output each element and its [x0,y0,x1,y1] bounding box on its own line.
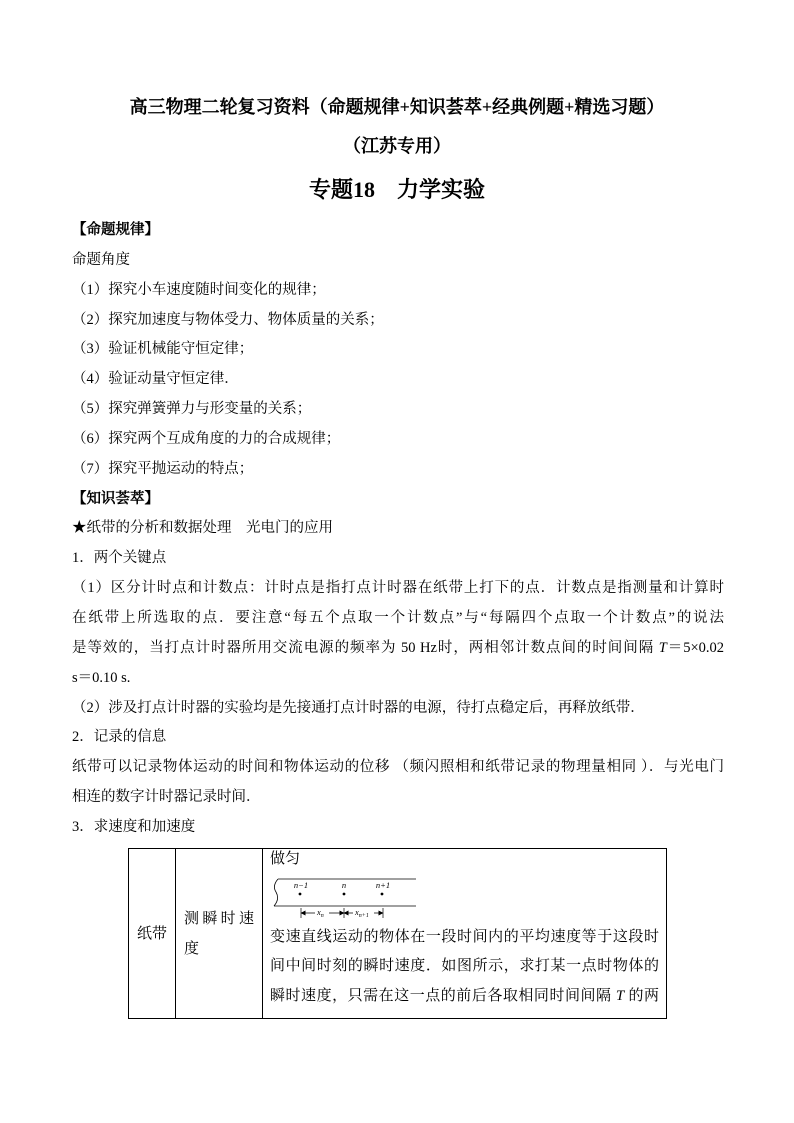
paragraph-line: 在纸带上所选取的点．要注意“每五个点取一个计数点”与“每隔四个点取一个计数点”的说法 [72,609,724,626]
segment-subscript: n+1 [358,913,369,919]
variable-T: T [615,987,625,1004]
rules-intro: 命题角度 [72,251,130,268]
point2-title: 2．记录的信息 [72,729,167,746]
rules-item: （7）探究平抛运动的特点； [72,460,254,477]
variable-T: T [658,639,667,656]
rules-item: （5）探究弹簧弹力与形变量的关系； [72,401,312,418]
segment-symbol: x [317,907,321,917]
main-content [72,216,724,843]
segment-symbol: x [355,907,359,917]
paragraph-line: s＝0.10 s. [72,669,131,686]
rules-item: （6）探究两个互成角度的力的合成规律； [72,430,341,447]
table-cell-category: 纸带 [129,849,176,1019]
rules-item: （1）探究小车速度随时间变化的规律； [72,281,326,298]
table-cell-item: 测瞬时速度 [176,849,263,1019]
rules-item: （2）探究加速度与物体受力、物体质量的关系； [72,311,384,328]
tape-dot [343,893,346,896]
paper-tape-diagram [270,869,420,923]
section-heading-knowledge: 【知识荟萃】 [72,490,159,507]
content-line [270,982,659,1011]
paragraph-line [72,634,724,664]
table-cell-content [263,849,667,1019]
content-line: 间中间时刻的瞬时速度．如图所示，求打某一点时物体的 [270,958,659,975]
rules-item: （3）验证机械能守恒定律； [72,341,254,358]
paragraph-line: 相连的数字计时器记录时间． [72,789,261,806]
tape-dot [299,893,302,896]
section-heading-rules: 【命题规律】 [72,222,159,238]
point-label-n-plus-1: n+1 [375,880,391,890]
tape-torn-edge [274,879,278,906]
paragraph-text: ＝5×0.02 [666,639,724,656]
point-label-n-minus-1: n−1 [293,880,309,890]
content-text: 的两 [624,987,659,1004]
paragraph-line: （1）区分计时点和计数点：计时点是指打点计时器在纸带上打下的点．计数点是指测量和计算时 [72,580,724,597]
tape-dot [381,893,384,896]
rules-item: （4）验证动量守恒定律． [72,371,239,388]
paragraph-line: （2）涉及打点计时器的实验均是先接通打点计时器的电源，待打点稳定后，再释放纸带． [72,699,645,716]
content-text: 瞬时速度，只需在这一点的前后各取相同时间间隔 [270,987,616,1004]
segment-subscript: n [320,913,324,919]
document-title: 高三物理二轮复习资料（命题规律+知识荟萃+经典例题+精选习题） [129,97,665,117]
point-label-n: n [341,880,347,890]
knowledge-topic-line: ★纸带的分析和数据处理 光电门的应用 [72,520,333,537]
topic-heading: 专题18 力学实验 [308,177,485,202]
point1-title: 1．两个关键点 [72,550,167,567]
paragraph-line: 纸带可以记录物体运动的时间和物体运动的位移 （频闪照相和纸带记录的物理量相同 ）．与光电门 [72,759,724,776]
paragraph-text: 是等效的，当打点计时器所用交流电源的频率为 50 Hz时，两相邻计数点间的时间间隔 [72,639,659,656]
document-subtitle: （江苏专用） [343,136,451,156]
velocity-table [128,848,667,1019]
content-line: 变速直线运动的物体在一段时间内的平均速度等于这段时 [270,929,659,945]
table-row [129,849,667,1019]
point3-title: 3．求速度和加速度 [72,818,196,835]
content-lead: 做匀 [270,851,301,867]
